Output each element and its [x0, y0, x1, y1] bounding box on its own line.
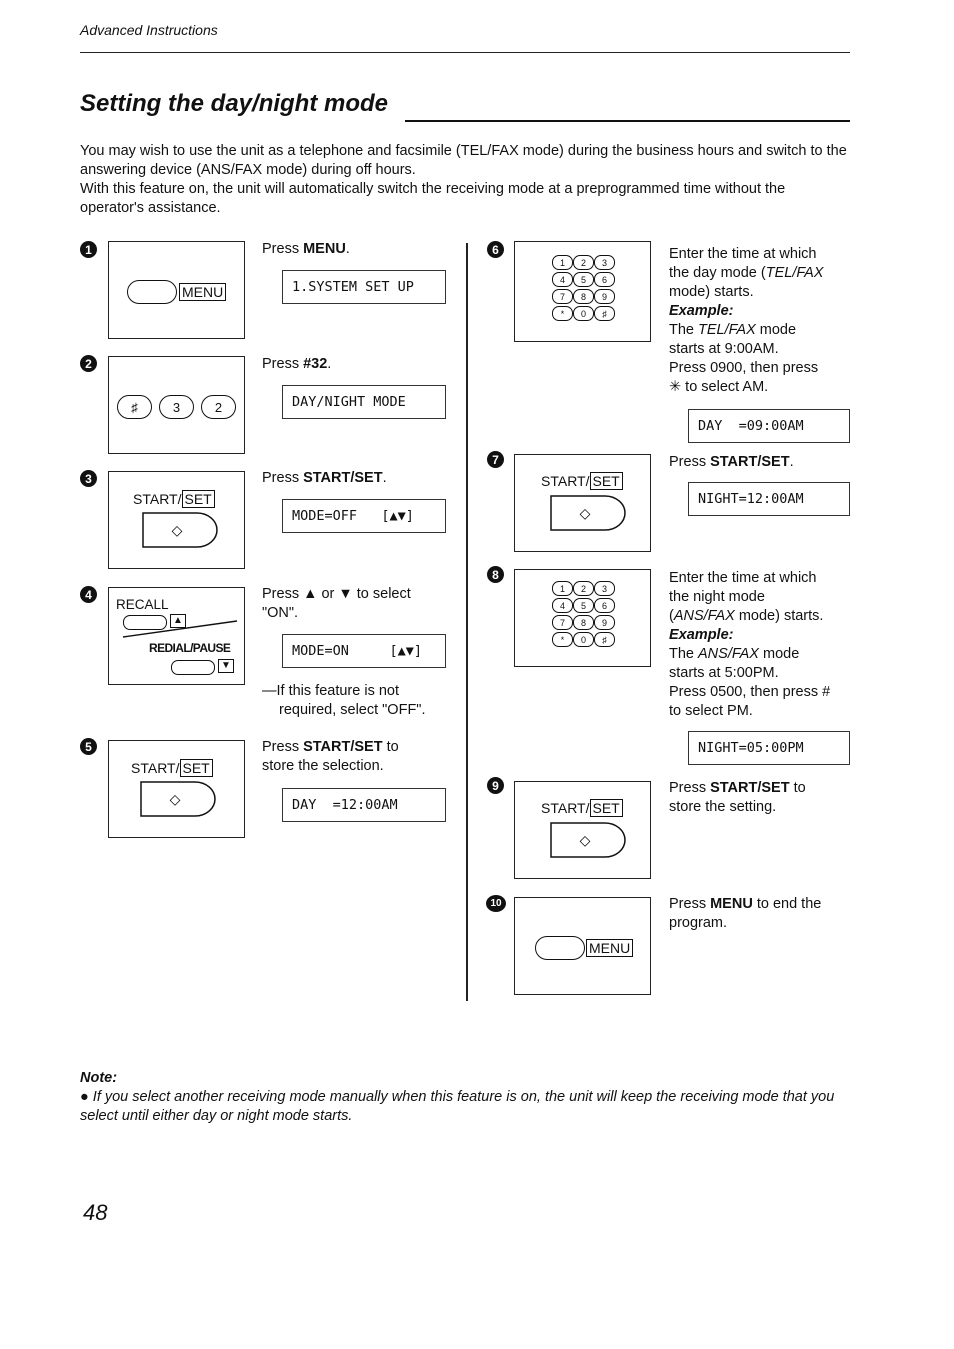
recall-label: RECALL [116, 597, 169, 612]
start-set-key-illustration [108, 471, 245, 569]
step-instruction: Press START/SET. [669, 454, 794, 470]
start-glyph: ◇ [171, 523, 183, 539]
start-button-icon [549, 493, 629, 533]
dial-key-*: * [552, 632, 573, 647]
start-set-key-illustration [514, 454, 651, 552]
step-instruction: Enter the time at which the day mode (TEL/FAX mode) starts. Example: The TEL/FAX mode starts at 9:00AM. Press 0900, then press ✳ to select AM. [669, 246, 824, 395]
start-glyph: ◇ [579, 506, 591, 522]
start-button-icon [549, 820, 629, 860]
step-instruction: Press MENU. [262, 241, 350, 257]
three-key: 3 [159, 395, 194, 419]
dial-key-1: 1 [552, 581, 573, 596]
start-button-icon [141, 510, 221, 550]
step-number: 7 [487, 451, 504, 468]
redial-button-shape [171, 660, 215, 675]
start-set-label: START/ SET [541, 473, 623, 489]
menu-button-shape [535, 936, 585, 960]
step-note: —If this feature is not required, select "OFF". [262, 683, 426, 718]
divider-line [119, 619, 239, 641]
start-set-key-illustration [514, 781, 651, 879]
page-number: 48 [83, 1200, 108, 1225]
step-number: 1 [80, 241, 97, 258]
lcd-display: DAY/NIGHT MODE [282, 385, 446, 419]
start-glyph: ◇ [169, 792, 181, 808]
dial-key-♯: ♯ [594, 306, 615, 321]
dial-key-1: 1 [552, 255, 573, 270]
dial-key-8: 8 [573, 289, 594, 304]
step-instruction: Press START/SET. [262, 470, 387, 486]
start-set-key-illustration [108, 740, 245, 838]
menu-key-label: MENU [179, 283, 226, 301]
dial-key-3: 3 [594, 581, 615, 596]
step-instruction: Press MENU to end the program. [669, 896, 822, 931]
dial-key-♯: ♯ [594, 632, 615, 647]
step-number: 2 [80, 355, 97, 372]
step-instruction: Press ▲ or ▼ to select "ON". [262, 586, 411, 621]
dial-key-9: 9 [594, 289, 615, 304]
lcd-display: 1.SYSTEM SET UP [282, 270, 446, 304]
step-instruction: Enter the time at which the night mode (ANS/FAX mode) starts. Example: The ANS/FAX mode starts at 5:00PM. Press 0500, then press # to select PM. [669, 570, 831, 719]
dial-key-7: 7 [552, 615, 573, 630]
start-button-icon [139, 779, 219, 819]
intro-text [80, 142, 850, 218]
running-header: Advanced Instructions [80, 22, 218, 38]
step-number: 9 [487, 777, 504, 794]
dial-key-5: 5 [573, 598, 594, 613]
step-number: 10 [486, 895, 506, 912]
up-arrow-icon: ▲ [170, 614, 186, 628]
dial-key-*: * [552, 306, 573, 321]
menu-key-illustration [108, 241, 245, 339]
intro-paragraph-2: With this feature on, the unit will automatically switch the receiving mode at a preprogrammed time without the operator's assistance. [80, 181, 786, 216]
menu-key-label: MENU [586, 939, 633, 957]
lcd-display: NIGHT=12:00AM [688, 482, 850, 516]
start-set-label: START/ SET [131, 760, 213, 776]
hash-key: ♯ [117, 395, 152, 419]
step-number: 4 [80, 586, 97, 603]
lcd-display: NIGHT=05:00PM [688, 731, 850, 765]
note-heading: Note: [80, 1070, 118, 1086]
dial-key-6: 6 [594, 598, 615, 613]
redial-pause-label: REDIAL/PAUSE [149, 641, 231, 655]
lcd-display: DAY =12:00AM [282, 788, 446, 822]
step-number: 5 [80, 738, 97, 755]
dial-key-9: 9 [594, 615, 615, 630]
header-rule [80, 52, 850, 53]
dial-key-0: 0 [573, 306, 594, 321]
dial-key-8: 8 [573, 615, 594, 630]
dial-key-2: 2 [573, 581, 594, 596]
title-rule [405, 120, 850, 122]
dial-pad-illustration [514, 569, 651, 667]
lcd-display: MODE=OFF [▲▼] [282, 499, 446, 533]
menu-button-shape [127, 280, 177, 304]
dial-key-4: 4 [552, 598, 573, 613]
step-number: 6 [487, 241, 504, 258]
start-glyph: ◇ [579, 833, 591, 849]
menu-key-illustration [514, 897, 651, 995]
step-number: 3 [80, 470, 97, 487]
start-set-label: START/ SET [541, 800, 623, 816]
start-set-label: START/ SET [133, 491, 215, 507]
dial-key-4: 4 [552, 272, 573, 287]
dial-key-6: 6 [594, 272, 615, 287]
step-number: 8 [487, 566, 504, 583]
page-title: Setting the day/night mode [80, 90, 389, 117]
lcd-display: MODE=ON [▲▼] [282, 634, 446, 668]
two-key: 2 [201, 395, 236, 419]
down-arrow-icon: ▼ [218, 659, 234, 673]
note-text: ● If you select another receiving mode manually when this feature is on, the unit will keep the receiving mode that you select until either day or night mode starts. [80, 1089, 835, 1124]
step-instruction: Press #32. [262, 356, 332, 372]
recall-redial-keys-illustration [108, 587, 245, 685]
dial-key-0: 0 [573, 632, 594, 647]
dial-key-2: 2 [573, 255, 594, 270]
dial-key-3: 3 [594, 255, 615, 270]
dial-key-5: 5 [573, 272, 594, 287]
dial-key-7: 7 [552, 289, 573, 304]
step-instruction: Press START/SET to store the setting. [669, 780, 806, 815]
dial-pad-illustration [514, 241, 651, 342]
step-instruction: Press START/SET to store the selection. [262, 739, 399, 774]
hash-3-2-keys-illustration [108, 356, 245, 454]
intro-paragraph-1: You may wish to use the unit as a telephone and facsimile (TEL/FAX mode) during the business hours and switch to the answering device (ANS/FAX mode) during off hours. [80, 143, 847, 178]
column-divider [466, 243, 468, 1001]
lcd-display: DAY =09:00AM [688, 409, 850, 443]
